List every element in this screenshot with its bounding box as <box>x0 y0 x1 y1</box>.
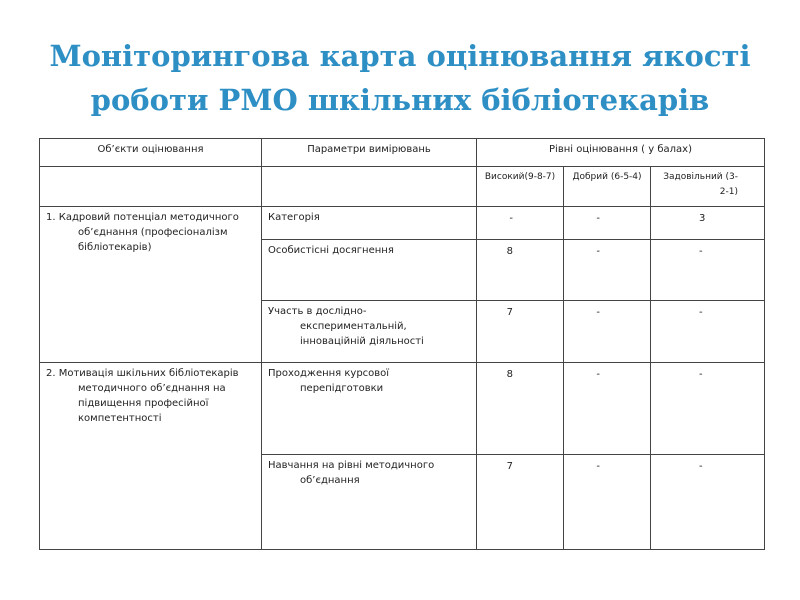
title-line-1: Моніторингова карта оцінювання якості <box>49 39 751 73</box>
page-title <box>40 34 760 122</box>
value-satisfactory: - <box>651 455 765 550</box>
object-cell: 2. Мотивація шкільних бібліотекарів методичного об’єднання на підвищення професійної компетентності <box>40 363 262 550</box>
level-satisfactory: Задовільний (3-2-1) <box>651 167 765 207</box>
value-satisfactory: 3 <box>651 207 765 240</box>
title-line-2: роботи РМО шкільних бібліотекарів <box>90 83 710 117</box>
value-high: - <box>477 207 564 240</box>
header-levels: Рівні оцінювання ( у балах) <box>477 139 765 167</box>
empty-cell <box>262 167 477 207</box>
value-good: - <box>564 240 651 301</box>
value-good: - <box>564 455 651 550</box>
object-cell: 1. Кадровий потенціал методичного об’єднання (професіоналізм бібліотекарів) <box>40 207 262 363</box>
value-satisfactory: - <box>651 301 765 363</box>
value-good: - <box>564 363 651 455</box>
parameter-cell: Проходження курсової перепідготовки <box>262 363 477 455</box>
evaluation-table <box>39 138 765 550</box>
table-row <box>40 207 765 240</box>
value-good: - <box>564 207 651 240</box>
parameter-cell: Участь в дослідно-експериментальній, інноваційній діяльності <box>262 301 477 363</box>
parameter-cell: Особистісні досягнення <box>262 240 477 301</box>
parameter-cell: Категорія <box>262 207 477 240</box>
table-row <box>40 363 765 455</box>
parameter-cell: Навчання на рівні методичного об’єднання <box>262 455 477 550</box>
level-high: Високий(9-8-7) <box>477 167 564 207</box>
value-high: 7 <box>477 455 564 550</box>
value-satisfactory: - <box>651 363 765 455</box>
levels-subheader-row <box>40 167 765 207</box>
value-high: 8 <box>477 240 564 301</box>
header-parameters: Параметри вимірювань <box>262 139 477 167</box>
value-high: 8 <box>477 363 564 455</box>
value-good: - <box>564 301 651 363</box>
level-good: Добрий (6-5-4) <box>564 167 651 207</box>
table-header-row <box>40 139 765 167</box>
value-high: 7 <box>477 301 564 363</box>
header-objects: Об’єкти оцінювання <box>40 139 262 167</box>
empty-cell <box>40 167 262 207</box>
value-satisfactory: - <box>651 240 765 301</box>
